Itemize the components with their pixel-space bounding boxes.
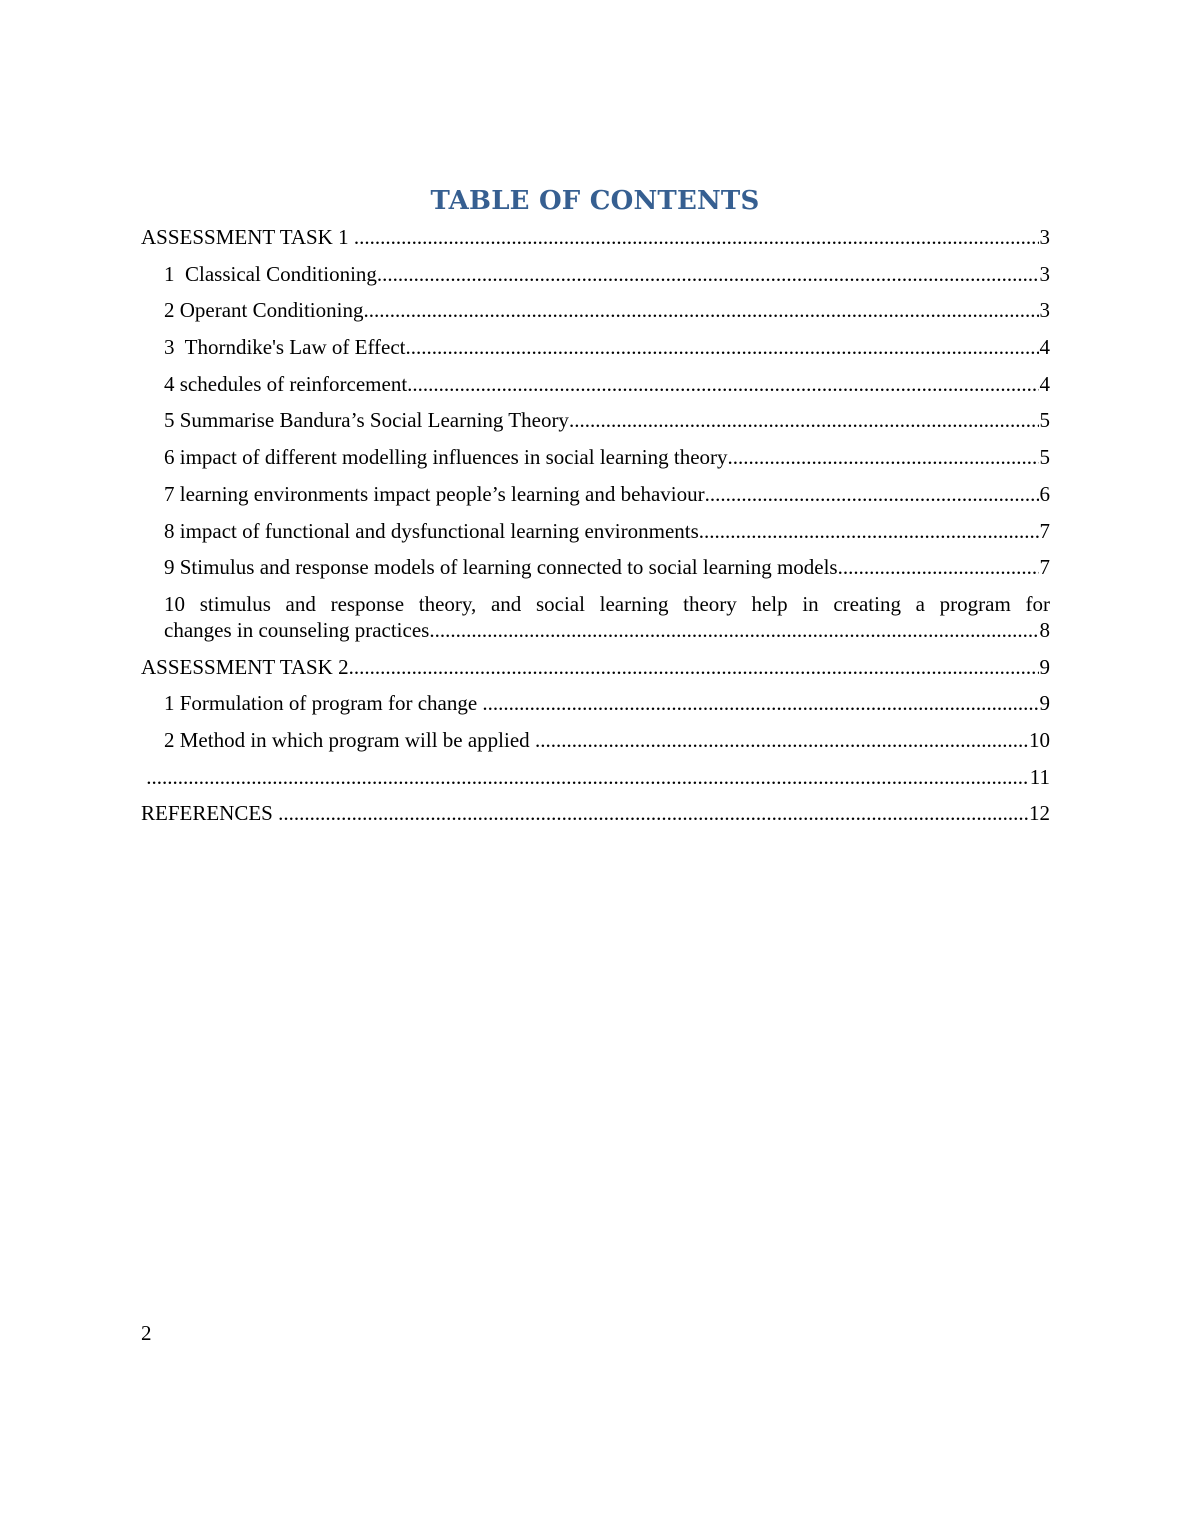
toc-entry-page: 7 bbox=[1039, 518, 1050, 543]
dot-leader bbox=[482, 690, 1038, 716]
toc-entry-line2 bbox=[164, 617, 1050, 643]
toc-entry-classical-conditioning[interactable] bbox=[141, 261, 1050, 287]
toc-list bbox=[141, 224, 1050, 837]
toc-entry-references[interactable] bbox=[141, 800, 1050, 826]
toc-entry-page: 8 bbox=[1039, 617, 1050, 642]
toc-entry-thorndike-law-of-effect[interactable] bbox=[141, 334, 1050, 360]
toc-entry-page: 10 bbox=[1029, 727, 1050, 752]
dot-leader bbox=[569, 407, 1039, 433]
toc-entry-page: 7 bbox=[1039, 555, 1050, 580]
dot-leader bbox=[699, 518, 1039, 544]
dot-leader bbox=[728, 444, 1039, 470]
toc-entry-stimulus-response-models[interactable] bbox=[141, 554, 1050, 580]
toc-entry-page: 3 bbox=[1039, 298, 1050, 323]
toc-entry-label: 7 learning environments impact people’s learning and behaviour bbox=[164, 481, 705, 506]
dot-leader bbox=[146, 764, 1029, 790]
dot-leader bbox=[349, 654, 1039, 680]
dot-leader bbox=[535, 727, 1028, 753]
dot-leader bbox=[407, 371, 1038, 397]
toc-entry-label: 2 Method in which program will be applied bbox=[164, 727, 535, 752]
toc-entry-label-line1: 10 stimulus and response theory, and social learning theory help in creating a program for bbox=[164, 591, 1050, 616]
toc-entry-label: ASSESSMENT TASK 2 bbox=[141, 654, 349, 679]
toc-entry-label: 3 Thorndike's Law of Effect bbox=[164, 335, 406, 360]
toc-entry-modelling-influences[interactable] bbox=[141, 444, 1050, 470]
toc-entry-page: 12 bbox=[1029, 801, 1050, 826]
toc-entry-page: 6 bbox=[1039, 481, 1050, 506]
toc-entry-untitled[interactable] bbox=[141, 764, 1050, 790]
toc-entry-functional-dysfunctional-environments[interactable] bbox=[141, 518, 1050, 544]
toc-entry-label: REFERENCES bbox=[141, 801, 279, 826]
toc-entry-label: 5 Summarise Bandura’s Social Learning Theory bbox=[164, 408, 569, 433]
toc-entry-page: 11 bbox=[1029, 764, 1050, 789]
dot-leader bbox=[377, 261, 1039, 287]
toc-entry-page: 4 bbox=[1039, 371, 1050, 396]
toc-entry-label: 6 impact of different modelling influences in social learning theory bbox=[164, 445, 728, 470]
toc-entry-learning-environments-impact[interactable] bbox=[141, 481, 1050, 507]
toc-entry-label: ASSESSMENT TASK 1 bbox=[141, 225, 354, 249]
toc-entry-schedules-of-reinforcement[interactable] bbox=[141, 371, 1050, 397]
toc-entry-assessment-task-1[interactable] bbox=[141, 224, 1050, 250]
toc-entry-page: 9 bbox=[1039, 691, 1050, 716]
toc-entry-page: 9 bbox=[1039, 654, 1050, 679]
dot-leader bbox=[406, 334, 1039, 360]
toc-entry-formulation-of-program[interactable] bbox=[141, 690, 1050, 716]
dot-leader bbox=[354, 224, 1039, 250]
toc-entry-label: 8 impact of functional and dysfunctional learning environments bbox=[164, 518, 699, 543]
toc-entry-assessment-task-2[interactable] bbox=[141, 654, 1050, 680]
dot-leader bbox=[705, 481, 1039, 507]
toc-entry-label: 4 schedules of reinforcement bbox=[164, 371, 408, 396]
toc-entry-program-for-changes[interactable] bbox=[141, 591, 1050, 643]
page-number: 2 bbox=[141, 1321, 152, 1345]
toc-entry-label: 1 Formulation of program for change bbox=[164, 691, 483, 716]
toc-entry-page: 5 bbox=[1039, 408, 1050, 433]
toc-entry-page: 5 bbox=[1039, 445, 1050, 470]
toc-entry-page: 4 bbox=[1039, 335, 1050, 360]
toc-entry-page: 3 bbox=[1039, 225, 1050, 249]
toc-entry-label: 1 Classical Conditioning bbox=[164, 261, 377, 286]
toc-title: TABLE OF CONTENTS bbox=[430, 186, 760, 216]
toc-entry-bandura-social-learning-theory[interactable] bbox=[141, 407, 1050, 433]
dot-leader bbox=[838, 554, 1039, 580]
dot-leader bbox=[429, 617, 1038, 643]
toc-entry-label: 9 Stimulus and response models of learning connected to social learning models bbox=[164, 555, 838, 580]
dot-leader bbox=[278, 800, 1028, 826]
toc-entry-label-line2: changes in counseling practices bbox=[164, 617, 430, 642]
toc-entry-operant-conditioning[interactable] bbox=[141, 297, 1050, 323]
toc-entry-label: 2 Operant Conditioning bbox=[164, 298, 364, 323]
toc-entry-method-program-applied[interactable] bbox=[141, 727, 1050, 753]
dot-leader bbox=[363, 297, 1038, 323]
toc-entry-page: 3 bbox=[1039, 261, 1050, 286]
